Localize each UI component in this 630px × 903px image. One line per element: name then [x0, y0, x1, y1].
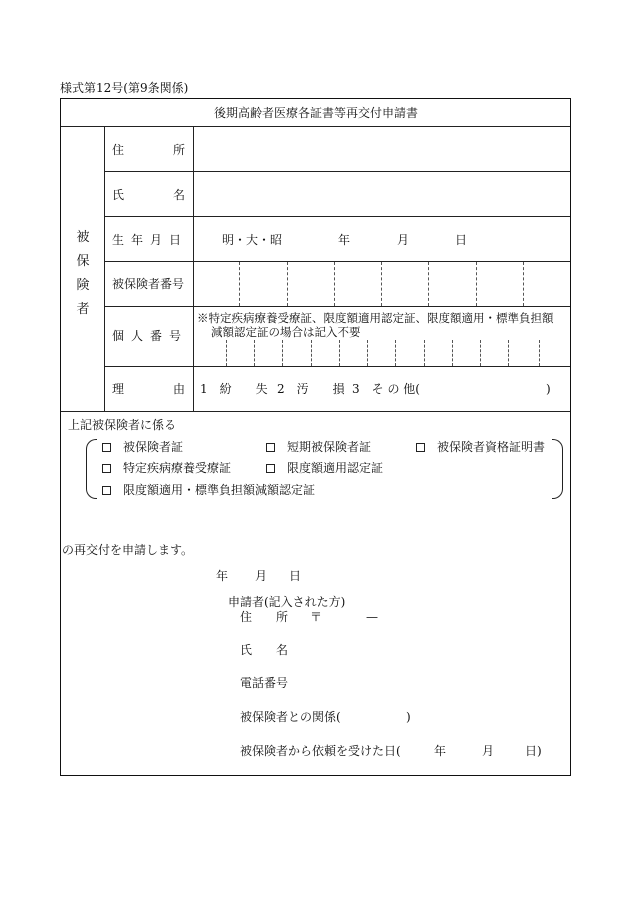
personal-number-note-2: 減額認定証の場合は記入不要 — [211, 325, 361, 339]
checkbox[interactable] — [102, 486, 111, 495]
cert-option-specific-disease[interactable]: 特定疾病療養受療証 — [102, 461, 231, 475]
dob-month: 月 — [397, 233, 410, 247]
name-label: 氏 名 — [112, 188, 185, 202]
request-text: の再交付を申請します。 — [62, 543, 194, 557]
checkbox[interactable] — [102, 443, 111, 452]
dob-era: 明・大・昭 — [222, 233, 283, 247]
cert-option-insured-card[interactable]: 被保険者証 — [102, 440, 183, 454]
cert-option-short-term-card[interactable]: 短期被保険者証 — [266, 440, 371, 454]
personal-number-note: ※特定疾病療養受療証、限度額適用認定証、限度額適用・標準負担額 — [197, 311, 554, 325]
relation-close: ) — [406, 710, 411, 724]
reason-other: 3 そ の 他( — [352, 382, 420, 396]
insured-number-label: 被保険者番号 — [112, 277, 185, 291]
applicant-address-label: 住 所 — [240, 610, 289, 624]
form-number: 様式第12号(第9条関係) — [60, 81, 189, 95]
request-date-month: 月 — [482, 744, 495, 758]
reason-lost: 1 紛 失 — [200, 382, 268, 396]
postal-mark: 〒 — [310, 610, 323, 624]
request-date-label: 被保険者から依頼を受けた日( — [240, 744, 401, 758]
personal-number-label: 個人番号 — [112, 329, 189, 343]
relation-label: 被保険者との関係( — [240, 710, 341, 724]
postal-dash: — — [366, 610, 378, 624]
cert-option-qualification-cert[interactable]: 被保険者資格証明書 — [416, 440, 545, 454]
dob-year: 年 — [338, 233, 351, 247]
insured-section-label: 被 保 険 者 — [76, 230, 90, 317]
checkbox[interactable] — [102, 464, 111, 473]
cert-option-limit-cert[interactable]: 限度額適用認定証 — [266, 461, 383, 475]
reason-label: 理 由 — [112, 382, 185, 396]
request-date-year: 年 — [434, 744, 447, 758]
date-year: 年 — [216, 569, 229, 583]
reason-damaged: 2 汚 損 — [277, 382, 345, 396]
date-day: 日 — [289, 569, 302, 583]
date-month: 月 — [255, 569, 268, 583]
certificates-intro: 上記被保険者に係る — [68, 418, 177, 432]
right-brace — [552, 439, 563, 499]
checkbox[interactable] — [266, 443, 275, 452]
reason-close: ) — [546, 382, 551, 396]
checkbox[interactable] — [416, 443, 425, 452]
left-brace — [86, 439, 97, 499]
applicant-heading: 申請者(記入された方) — [228, 595, 346, 609]
applicant-phone-label: 電話番号 — [240, 676, 289, 690]
checkbox[interactable] — [266, 464, 275, 473]
form-title: 後期高齢者医療各証書等再交付申請書 — [214, 106, 419, 120]
dob-label: 生年月日 — [112, 233, 189, 247]
dob-day: 日 — [455, 233, 468, 247]
applicant-name-label: 氏 名 — [240, 643, 289, 657]
request-date-day: 日) — [525, 744, 542, 758]
address-label: 住 所 — [112, 143, 185, 157]
cert-option-limit-reduction-cert[interactable]: 限度額適用・標準負担額減額認定証 — [102, 483, 315, 497]
